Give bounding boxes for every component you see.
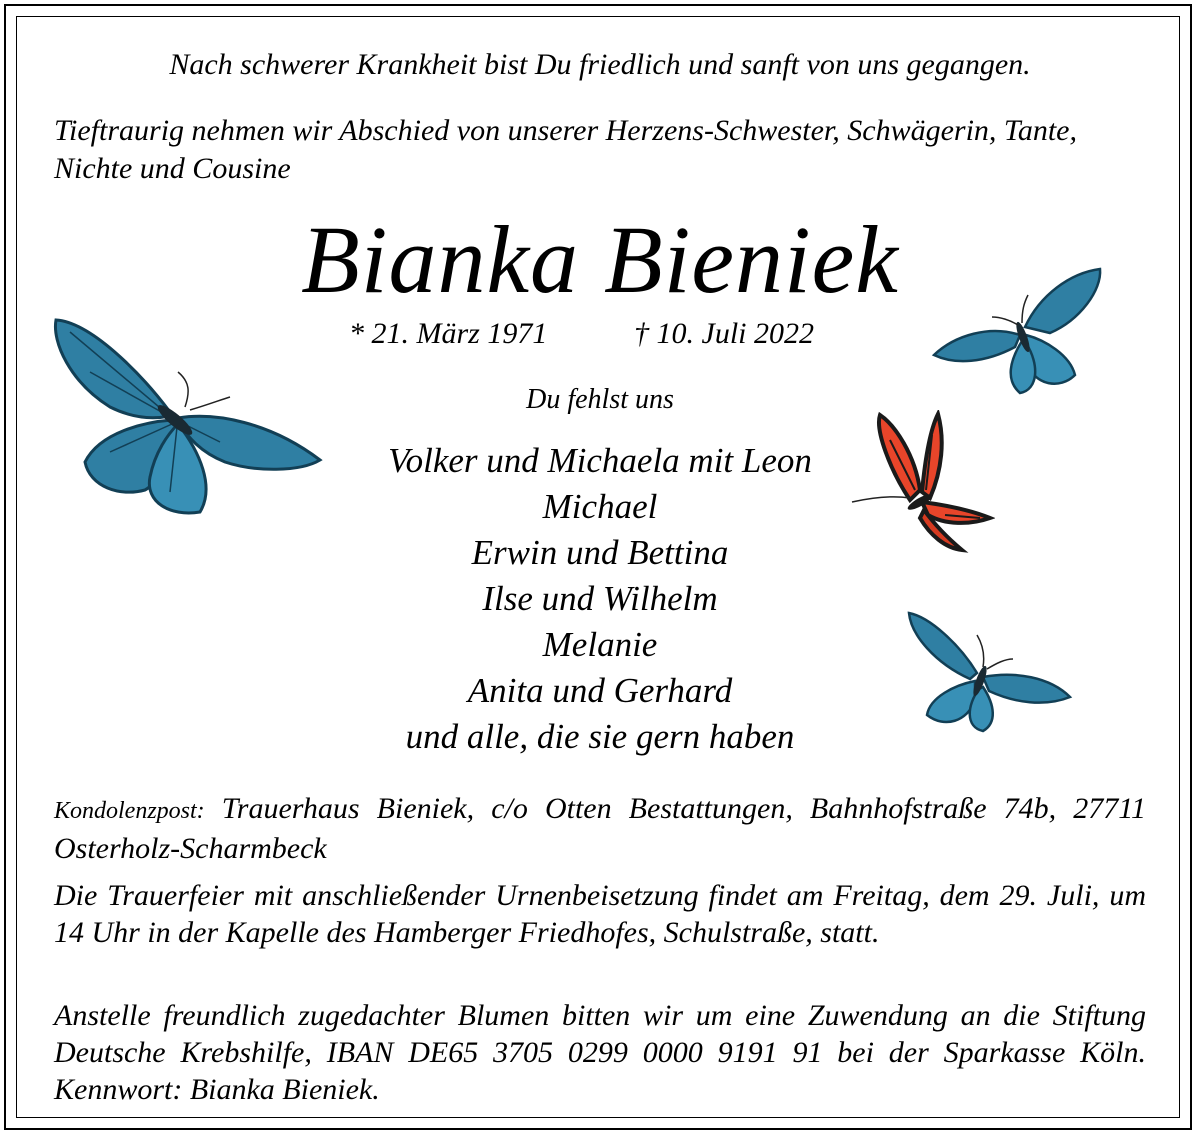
mourner-line: Anita und Gerhard: [467, 671, 733, 710]
miss-you-line: Du fehlst uns: [526, 384, 674, 415]
funeral-service-info: Die Trauerfeier mit anschließender Urnenbeisetzung findet am Freitag, dem 29. Juli, um 14 Uhr in der Kapelle des Hamberger Friedhofes, Schulstraße, statt.: [54, 879, 1146, 949]
condolence-info: [54, 790, 1146, 867]
deceased-name: Bianka Bieniek: [301, 206, 899, 313]
mourner-line: Melanie: [542, 625, 658, 664]
mourner-line: Michael: [542, 487, 658, 526]
butterfly-blue-wings: [909, 613, 1070, 731]
butterfly-orange-icon: [850, 410, 995, 555]
butterfly-blue-wings: [934, 269, 1100, 393]
butterfly-blue-icon: [930, 265, 1105, 400]
mourner-line: Volker und Michaela mit Leon: [388, 441, 812, 480]
condolence-label: Kondolenzpost:: [54, 798, 205, 824]
farewell-text: Tieftraurig nehmen wir Abschied von unserer Herzens-Schwester, Schwägerin, Tante, Nichte und Cousine: [54, 114, 1077, 185]
butterfly-blue-wings: [55, 320, 320, 513]
death-date: † 10. Juli 2022: [634, 317, 814, 350]
mourner-line: Erwin und Bettina: [471, 533, 729, 572]
mourner-line: Ilse und Wilhelm: [482, 579, 718, 618]
donation-info: Anstelle freundlich zugedachter Blumen bitten wir um eine Zuwendung an die Stiftung Deutsche Krebshilfe, IBAN DE65 3705 0299 0000 9191 91 bei der Sparkasse Köln. Kennwort: Bianka Bieniek.: [54, 999, 1146, 1106]
birth-date: * 21. März 1971: [349, 317, 548, 350]
intro-line: Nach schwerer Krankheit bist Du friedlich und sanft von uns gegangen.: [169, 48, 1031, 81]
butterfly-blue-icon: [905, 605, 1075, 735]
mourner-line: und alle, die sie gern haben: [405, 717, 795, 756]
butterfly-orange-wings: [852, 414, 990, 550]
condolence-address: Trauerhaus Bieniek, c/o Otten Bestattungen, Bahnhofstraße 74b, 27711 Osterholz-Scharmbeck: [54, 792, 1147, 865]
butterfly-blue-icon: [50, 312, 330, 522]
